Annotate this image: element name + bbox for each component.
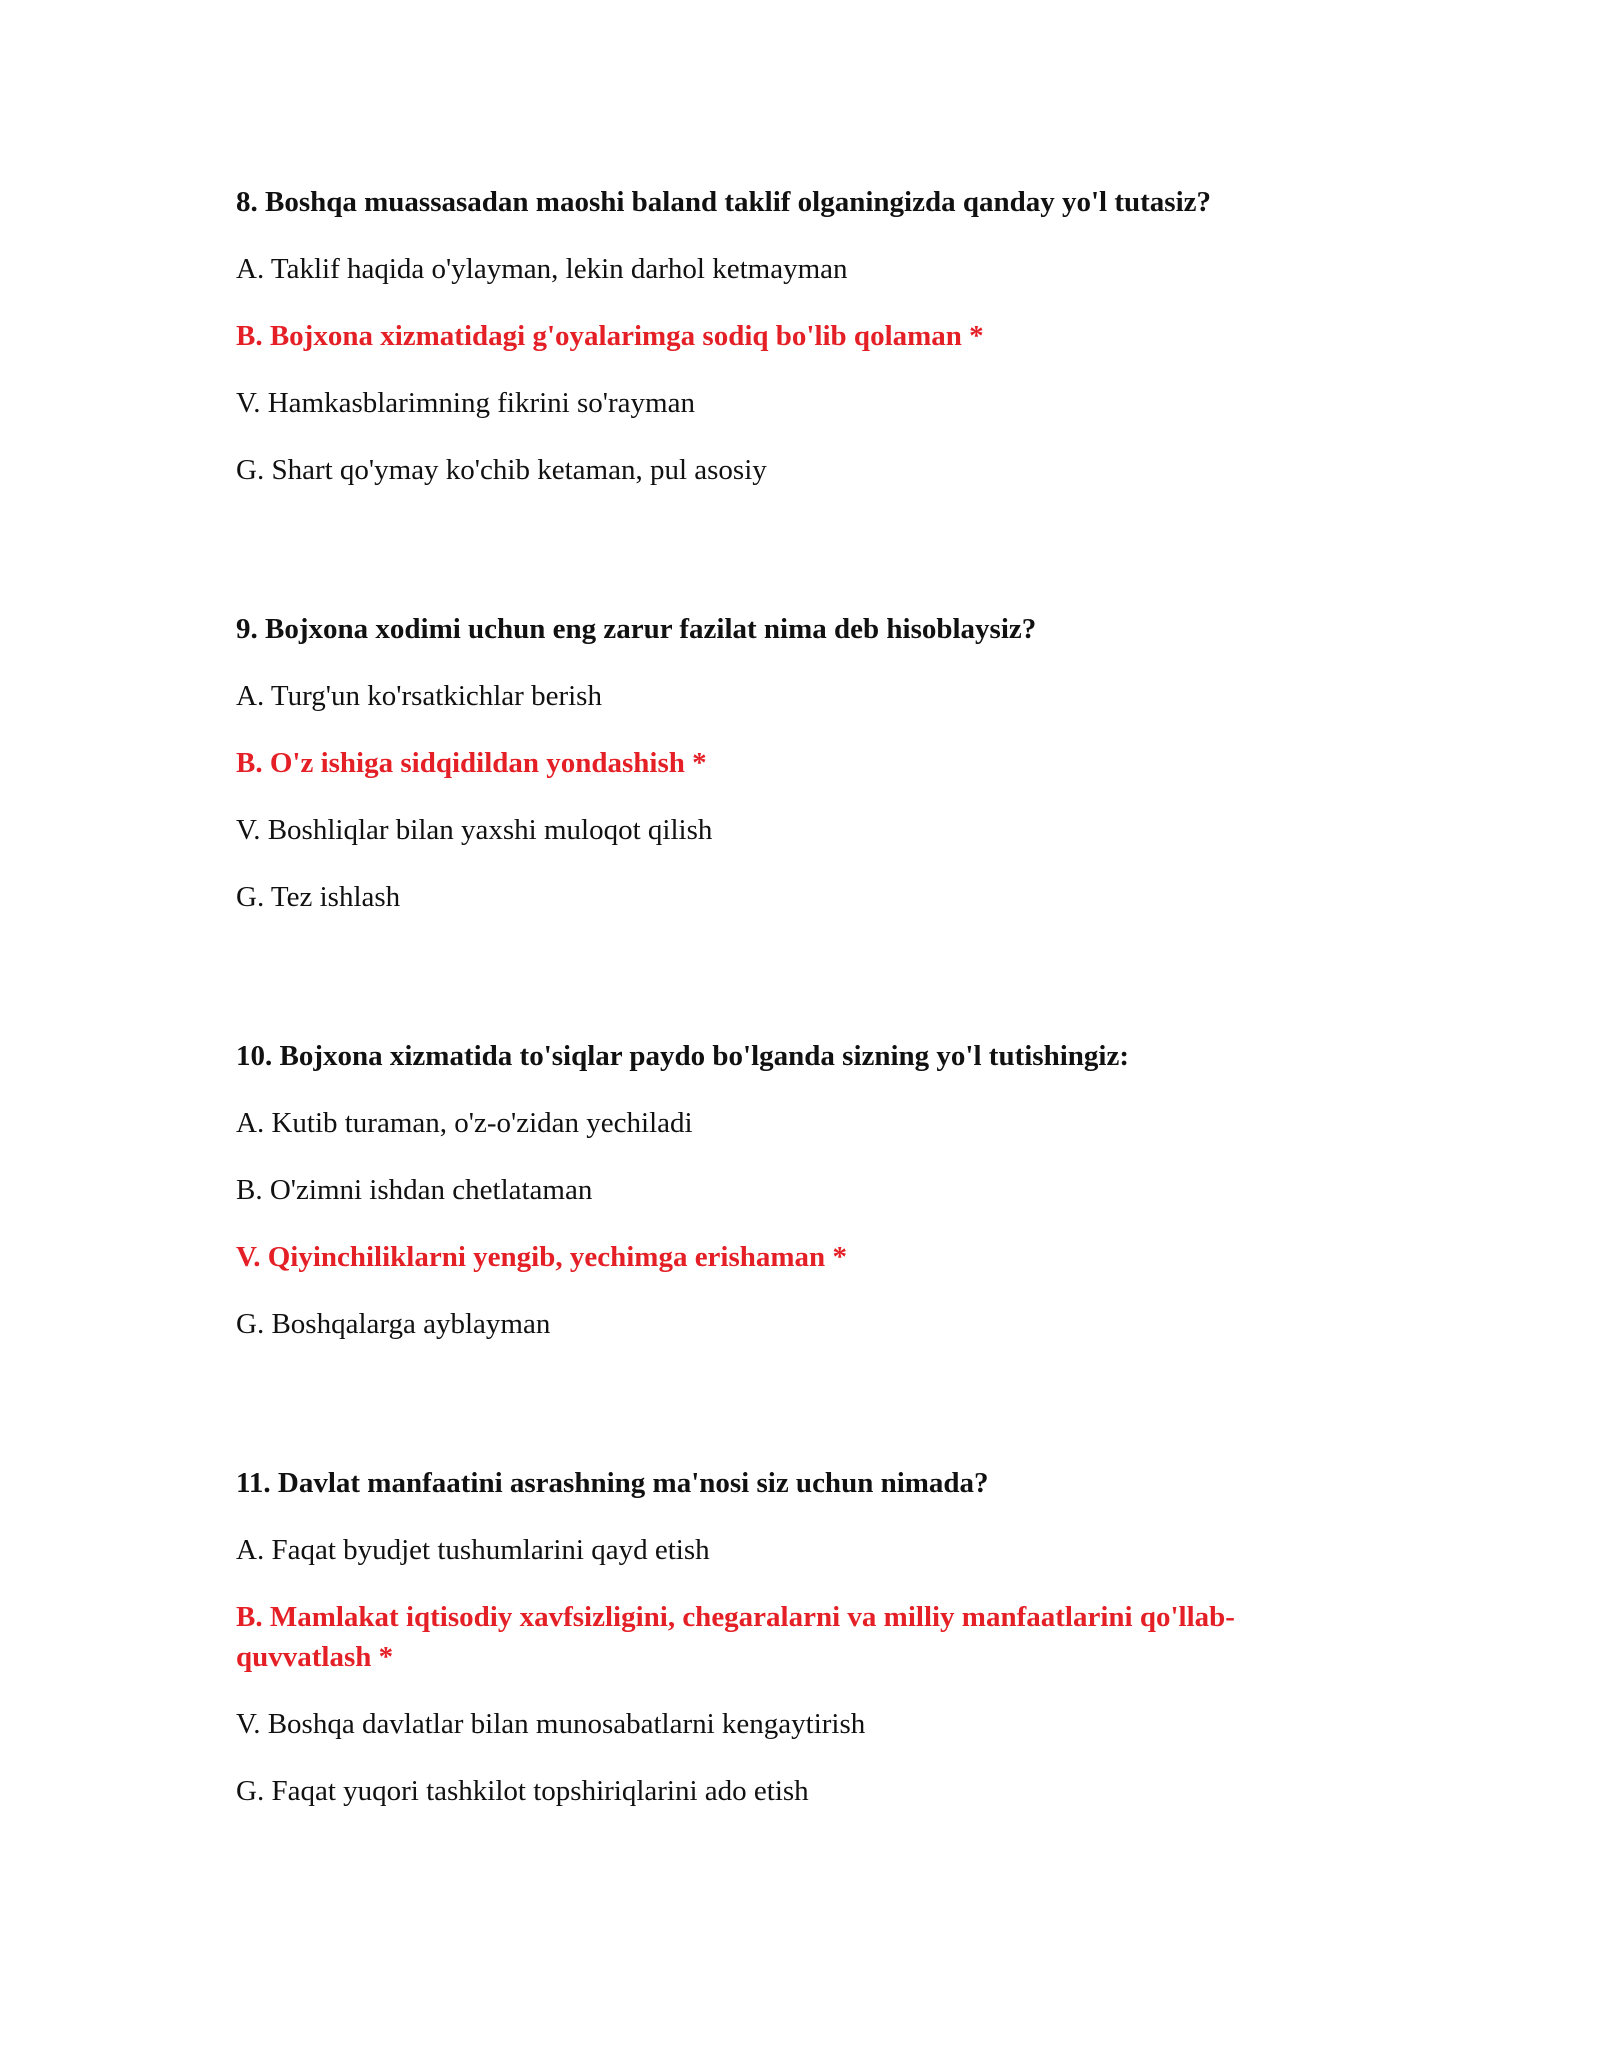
question-title: 9. Bojxona xodimi uchun eng zarur fazilat nima deb hisoblaysiz? [236,613,1037,645]
question-8 [236,182,1366,490]
option-b: B. O'z ishiga sidqidildan yondashish * [236,747,707,779]
option-v: V. Hamkasblarimning fikrini so'rayman [236,387,695,419]
quiz-page [236,182,1366,1811]
question-10 [236,1036,1366,1344]
option-v: V. Boshqa davlatlar bilan munosabatlarni kengaytirish [236,1708,866,1740]
option-g: G. Faqat yuqori tashkilot topshiriqlarini ado etish [236,1775,809,1807]
option-a: A. Turg'un ko'rsatkichlar berish [236,680,602,712]
option-b: B. O'zimni ishdan chetlataman [236,1174,593,1206]
option-v: V. Qiyinchiliklarni yengib, yechimga erishaman * [236,1241,847,1273]
option-b: B. Mamlakat iqtisodiy xavfsizligini, chegaralarni va milliy manfaatlarini qo'llab-quvvatlash * [236,1601,1235,1673]
question-11 [236,1463,1366,1811]
option-g: G. Shart qo'ymay ko'chib ketaman, pul asosiy [236,454,767,486]
option-b: B. Bojxona xizmatidagi g'oyalarimga sodiq bo'lib qolaman * [236,320,984,352]
question-title: 10. Bojxona xizmatida to'siqlar paydo bo'lganda sizning yo'l tutishingiz: [236,1040,1129,1072]
option-g: G. Boshqalarga ayblayman [236,1308,551,1340]
option-v: V. Boshliqlar bilan yaxshi muloqot qilish [236,814,713,846]
question-title: 11. Davlat manfaatini asrashning ma'nosi siz uchun nimada? [236,1467,989,1499]
question-9 [236,609,1366,917]
option-g: G. Tez ishlash [236,881,401,913]
question-title: 8. Boshqa muassasadan maoshi baland taklif olganingizda qanday yo'l tutasiz? [236,186,1211,218]
option-a: A. Kutib turaman, o'z-o'zidan yechiladi [236,1107,693,1139]
option-a: A. Faqat byudjet tushumlarini qayd etish [236,1534,710,1566]
option-a: A. Taklif haqida o'ylayman, lekin darhol ketmayman [236,253,848,285]
